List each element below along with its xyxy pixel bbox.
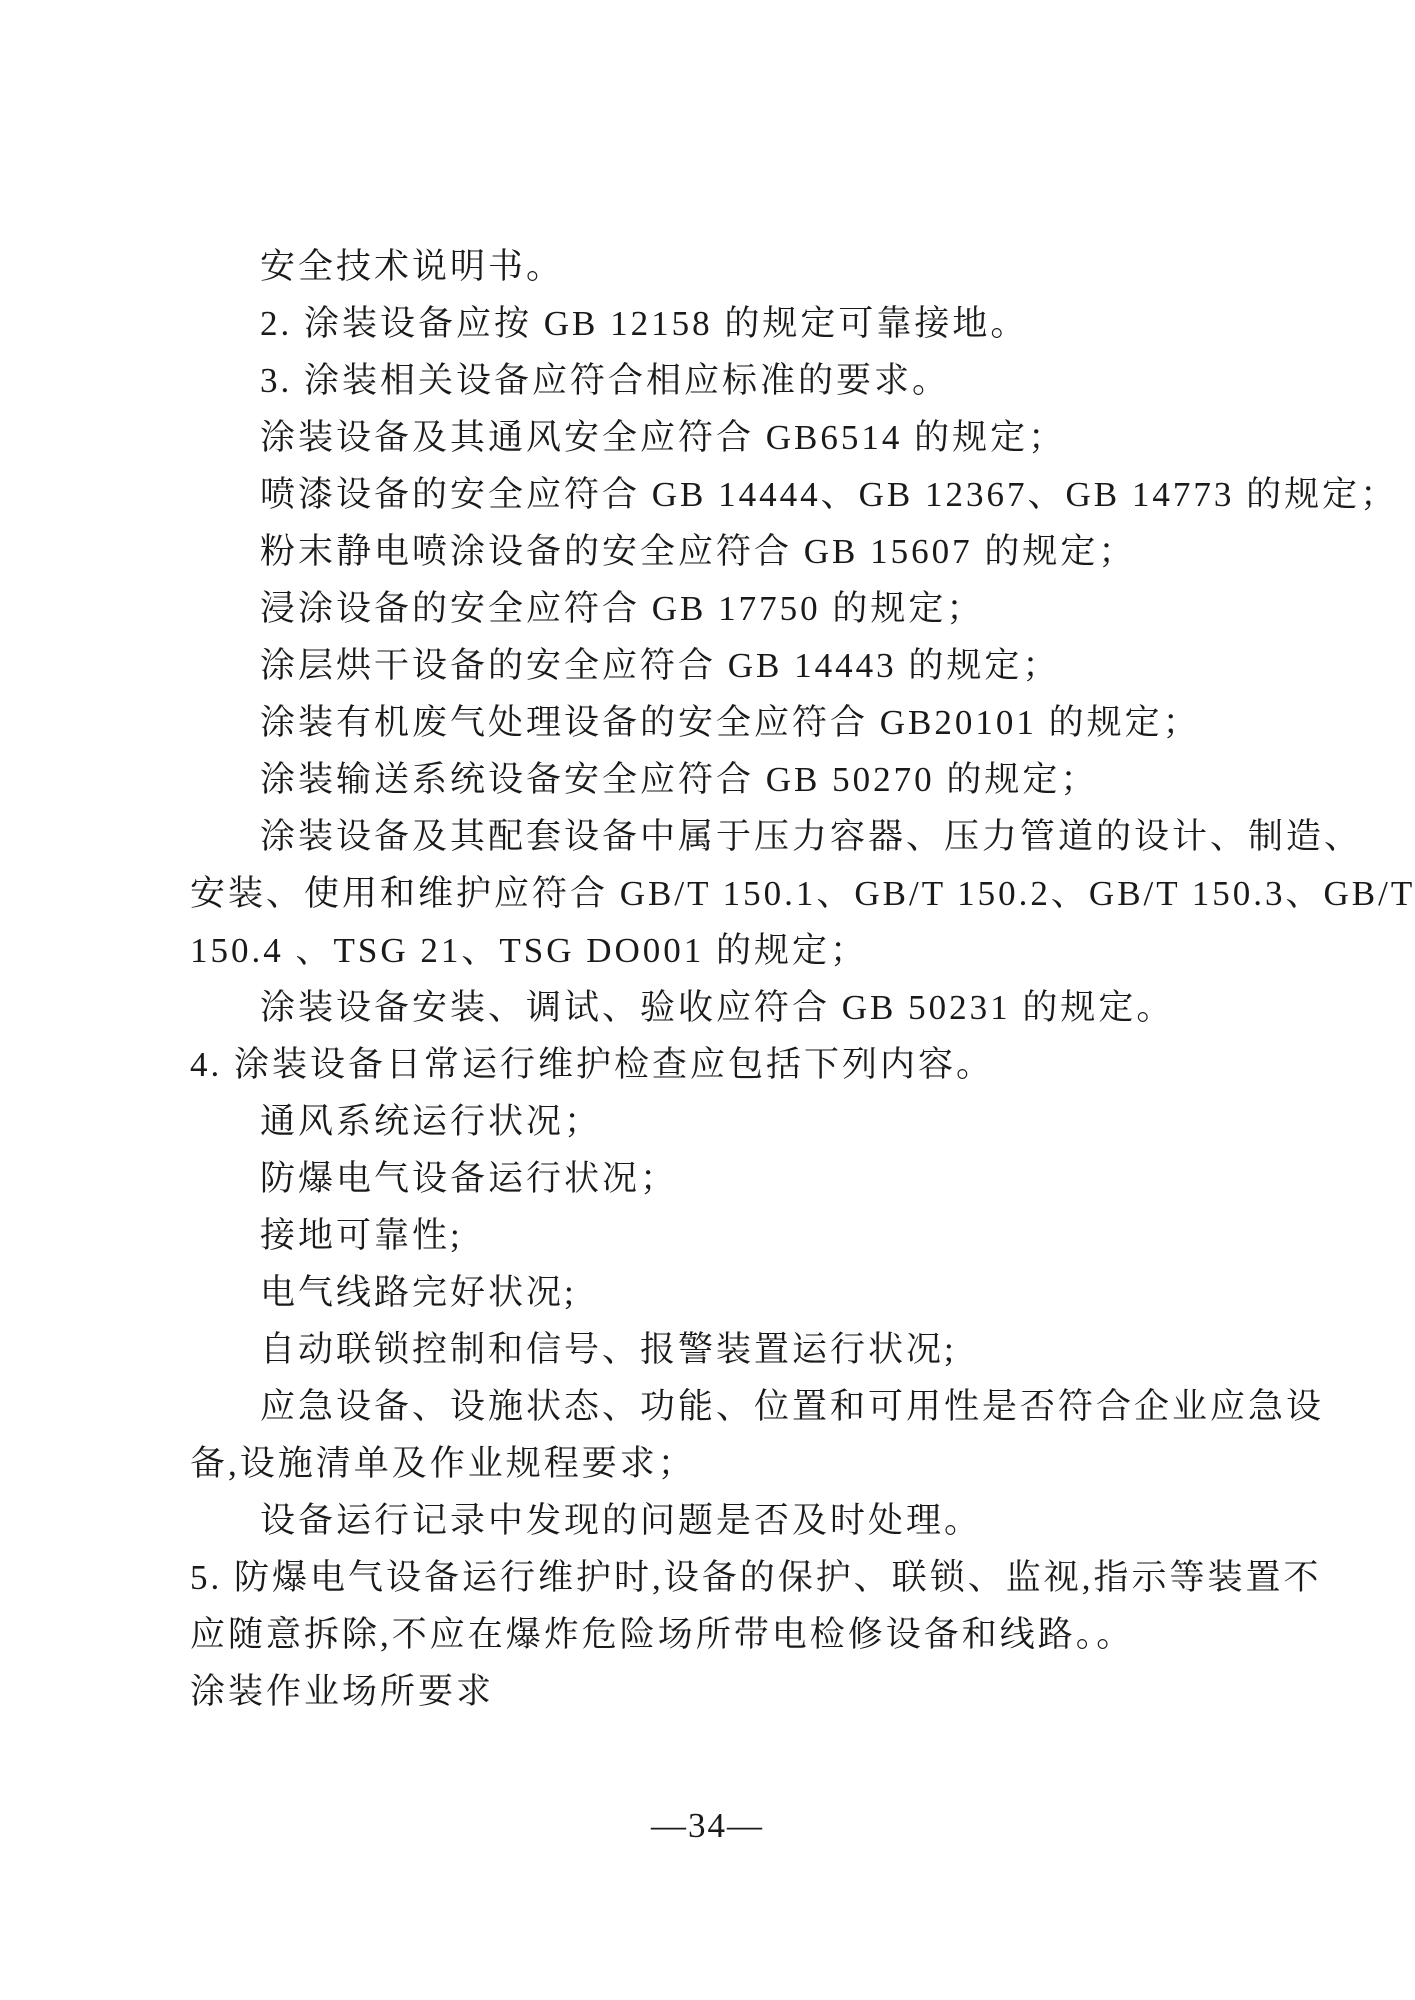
- text-line: 设备运行记录中发现的问题是否及时处理。: [260, 1501, 983, 1540]
- text-line: 通风系统运行状况；: [260, 1102, 603, 1141]
- text-line: 粉末静电喷涂设备的安全应符合 GB 15607 的规定；: [260, 532, 1137, 571]
- text-line: 涂装设备及其通风安全应符合 GB6514 的规定；: [260, 418, 1067, 457]
- document-body: [190, 238, 1415, 1720]
- text-line: 喷漆设备的安全应符合 GB 14444、GB 12367、GB 14773 的规定；: [260, 475, 1399, 514]
- text-line: 接地可靠性;: [260, 1216, 463, 1255]
- text-line: 浸涂设备的安全应符合 GB 17750 的规定；: [260, 589, 985, 628]
- text-line: 安装、使用和维护应符合 GB/T 150.1、GB/T 150.2、GB/T 150.3、GB/T: [190, 874, 1415, 913]
- text-line: 涂装输送系统设备安全应符合 GB 50270 的规定；: [260, 760, 1099, 799]
- text-line: 涂装有机废气处理设备的安全应符合 GB20101 的规定；: [260, 703, 1201, 742]
- text-line: 应急设备、设施状态、功能、位置和可用性是否符合企业应急设: [260, 1387, 1325, 1426]
- text-line: 安全技术说明书。: [260, 247, 565, 286]
- text-line: 自动联锁控制和信号、报警装置运行状况;: [260, 1330, 957, 1369]
- text-line: 应随意拆除,不应在爆炸危险场所带电检修设备和线路。。: [190, 1615, 1135, 1654]
- text-line: 涂装设备及其配套设备中属于压力容器、压力管道的设计、制造、: [260, 817, 1363, 856]
- text-line: 150.4 、TSG 21、TSG DO001 的规定；: [190, 931, 869, 970]
- text-line: 2. 涂装设备应按 GB 12158 的规定可靠接地。: [260, 304, 1029, 343]
- text-line: 涂装作业场所要求: [190, 1672, 495, 1711]
- text-line: 3. 涂装相关设备应符合相应标准的要求。: [260, 361, 951, 400]
- text-line: 4. 涂装设备日常运行维护检查应包括下列内容。: [190, 1045, 995, 1084]
- text-line: 备,设施清单及作业规程要求；: [190, 1444, 696, 1483]
- text-line: 涂装设备安装、调试、验收应符合 GB 50231 的规定。: [260, 988, 1175, 1027]
- text-line: 涂层烘干设备的安全应符合 GB 14443 的规定；: [260, 646, 1061, 685]
- text-line: 防爆电气设备运行状况；: [260, 1159, 679, 1198]
- text-line: 电气线路完好状况;: [260, 1273, 577, 1312]
- page-number: —34—: [651, 1806, 764, 1845]
- text-line: 5. 防爆电气设备运行维护时,设备的保护、联锁、监视,指示等装置不: [190, 1558, 1322, 1597]
